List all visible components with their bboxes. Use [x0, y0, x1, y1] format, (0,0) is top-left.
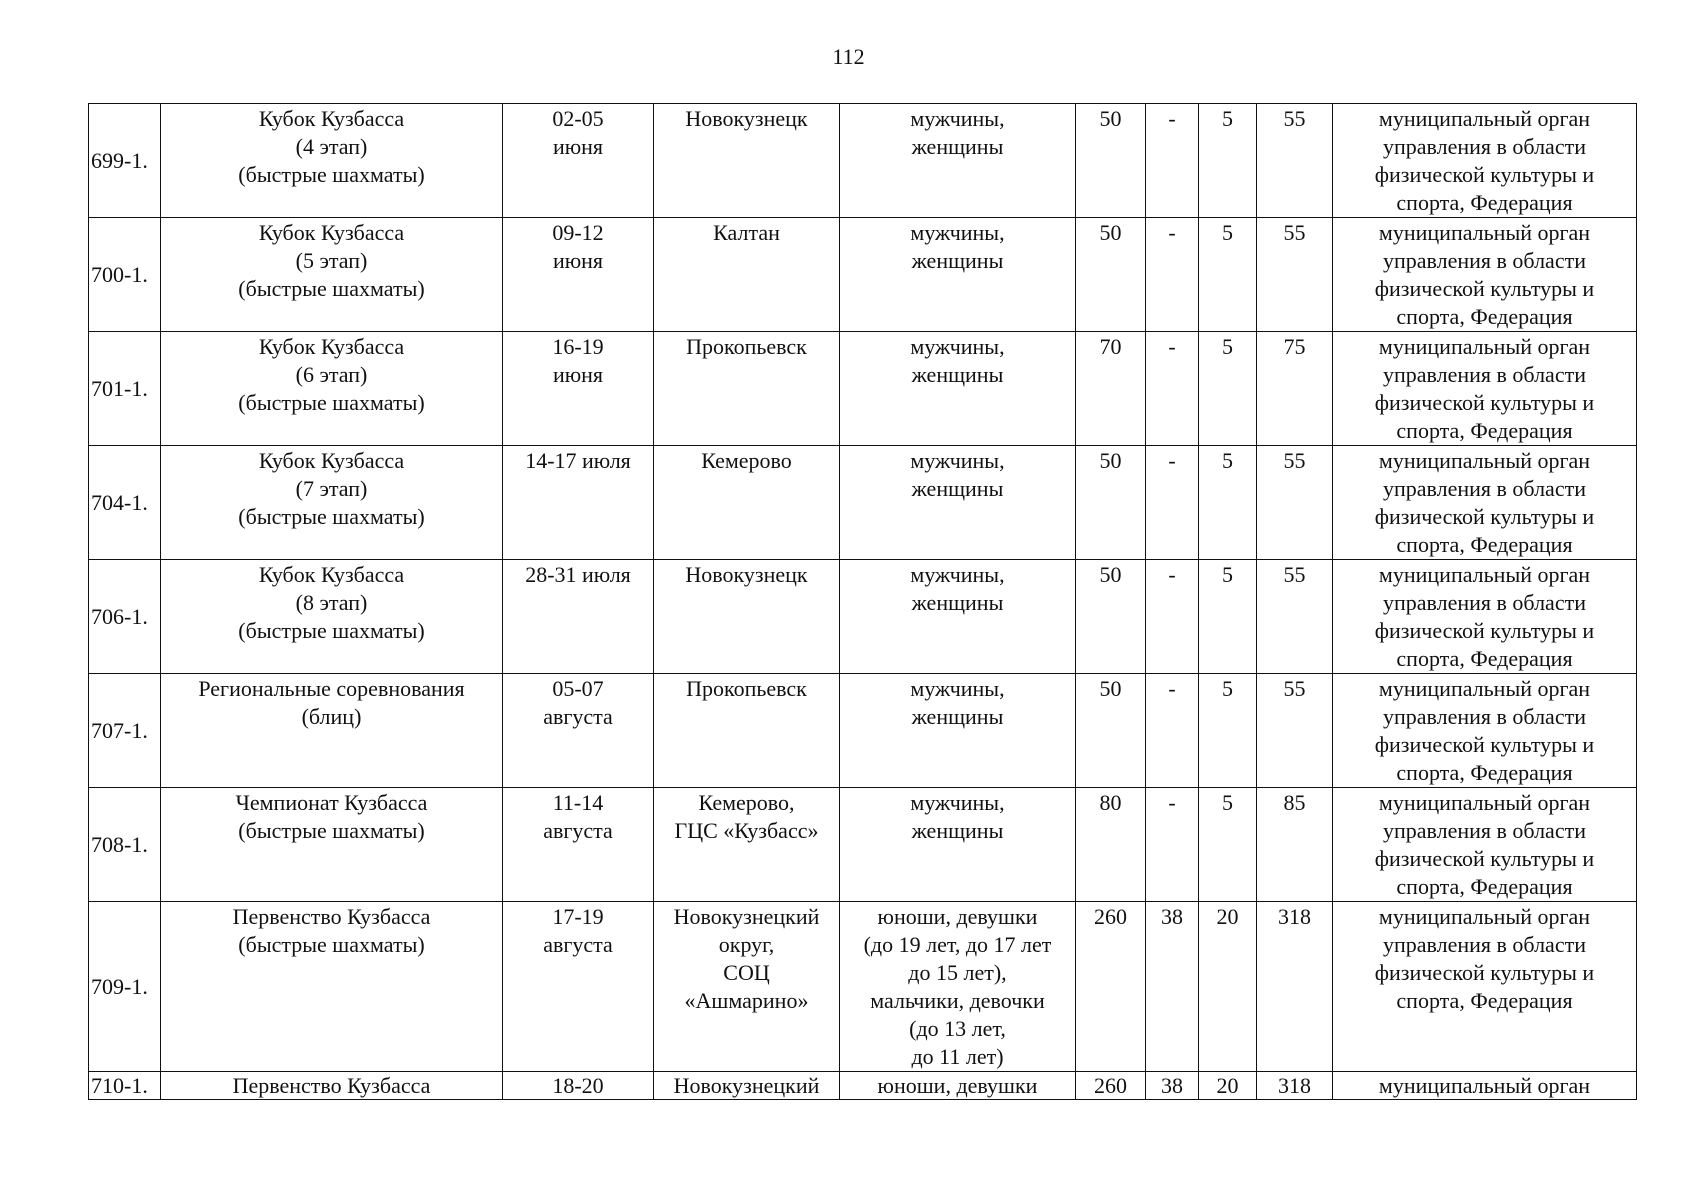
event-name: Чемпионат Кузбасса (быстрые шахматы)	[161, 788, 503, 902]
event-place: Новокузнецк	[654, 560, 840, 674]
coaches-count: -	[1146, 218, 1199, 332]
event-name: Кубок Кузбасса (4 этап) (быстрые шахматы)	[161, 104, 503, 218]
coaches-count: 38	[1146, 1072, 1199, 1100]
event-dates: 17-19 августа	[503, 902, 654, 1072]
event-place: Кемерово	[654, 446, 840, 560]
coaches-count: -	[1146, 446, 1199, 560]
page-number: 112	[832, 44, 865, 69]
total-count: 55	[1257, 218, 1333, 332]
judges-count: 20	[1199, 902, 1257, 1072]
event-participants: мужчины, женщины	[840, 788, 1076, 902]
table-row	[89, 104, 1637, 218]
total-count: 55	[1257, 674, 1333, 788]
event-name: Кубок Кузбасса (7 этап) (быстрые шахматы)	[161, 446, 503, 560]
athletes-count: 50	[1076, 560, 1146, 674]
athletes-count: 50	[1076, 446, 1146, 560]
event-dates: 11-14 августа	[503, 788, 654, 902]
event-name: Первенство Кузбасса (быстрые шахматы)	[161, 902, 503, 1072]
event-dates: 16-19 июня	[503, 332, 654, 446]
event-place: Новокузнецкий	[654, 1072, 840, 1100]
event-organizer: муниципальный орган управления в области физической культуры и спорта, Федерация	[1333, 332, 1637, 446]
athletes-count: 260	[1076, 1072, 1146, 1100]
table-row	[89, 674, 1637, 788]
total-count: 318	[1257, 902, 1333, 1072]
event-name: Первенство Кузбасса	[161, 1072, 503, 1100]
coaches-count: 38	[1146, 902, 1199, 1072]
athletes-count: 50	[1076, 674, 1146, 788]
event-participants: мужчины, женщины	[840, 218, 1076, 332]
event-organizer: муниципальный орган управления в области физической культуры и спорта, Федерация	[1333, 104, 1637, 218]
coaches-count: -	[1146, 104, 1199, 218]
event-number: 700-1.	[89, 218, 161, 332]
event-name: Кубок Кузбасса (8 этап) (быстрые шахматы)	[161, 560, 503, 674]
table-row	[89, 1072, 1637, 1100]
event-place: Новокузнецк	[654, 104, 840, 218]
event-name: Кубок Кузбасса (6 этап) (быстрые шахматы)	[161, 332, 503, 446]
coaches-count: -	[1146, 560, 1199, 674]
table-row	[89, 332, 1637, 446]
event-number: 709-1.	[89, 902, 161, 1072]
event-organizer: муниципальный орган управления в области физической культуры и спорта, Федерация	[1333, 560, 1637, 674]
event-place: Прокопьевск	[654, 674, 840, 788]
event-participants: мужчины, женщины	[840, 104, 1076, 218]
judges-count: 5	[1199, 218, 1257, 332]
event-dates: 14-17 июля	[503, 446, 654, 560]
events-table	[88, 103, 1637, 1100]
total-count: 55	[1257, 446, 1333, 560]
event-place: Новокузнецкий округ, СОЦ «Ашмарино»	[654, 902, 840, 1072]
judges-count: 5	[1199, 560, 1257, 674]
event-number: 707-1.	[89, 674, 161, 788]
event-name: Кубок Кузбасса (5 этап) (быстрые шахматы)	[161, 218, 503, 332]
athletes-count: 50	[1076, 104, 1146, 218]
event-participants: юноши, девушки (до 19 лет, до 17 лет до 15 лет), мальчики, девочки (до 13 лет, до 11 лет)	[840, 902, 1076, 1072]
athletes-count: 80	[1076, 788, 1146, 902]
table-row	[89, 560, 1637, 674]
event-place: Кемерово, ГЦС «Кузбасс»	[654, 788, 840, 902]
table-row	[89, 902, 1637, 1072]
event-participants: мужчины, женщины	[840, 446, 1076, 560]
judges-count: 5	[1199, 104, 1257, 218]
table-row	[89, 446, 1637, 560]
event-place: Калтан	[654, 218, 840, 332]
judges-count: 20	[1199, 1072, 1257, 1100]
event-number: 704-1.	[89, 446, 161, 560]
event-number: 701-1.	[89, 332, 161, 446]
total-count: 55	[1257, 104, 1333, 218]
table-row	[89, 218, 1637, 332]
event-name: Региональные соревнования (блиц)	[161, 674, 503, 788]
event-number: 706-1.	[89, 560, 161, 674]
judges-count: 5	[1199, 446, 1257, 560]
event-participants: юноши, девушки	[840, 1072, 1076, 1100]
event-dates: 05-07 августа	[503, 674, 654, 788]
event-participants: мужчины, женщины	[840, 674, 1076, 788]
athletes-count: 50	[1076, 218, 1146, 332]
event-dates: 09-12 июня	[503, 218, 654, 332]
coaches-count: -	[1146, 788, 1199, 902]
judges-count: 5	[1199, 788, 1257, 902]
event-participants: мужчины, женщины	[840, 332, 1076, 446]
event-dates: 28-31 июля	[503, 560, 654, 674]
event-participants: мужчины, женщины	[840, 560, 1076, 674]
event-place: Прокопьевск	[654, 332, 840, 446]
event-dates: 18-20	[503, 1072, 654, 1100]
event-number: 708-1.	[89, 788, 161, 902]
total-count: 85	[1257, 788, 1333, 902]
table-row	[89, 788, 1637, 902]
event-number: 699-1.	[89, 104, 161, 218]
event-organizer: муниципальный орган управления в области физической культуры и спорта, Федерация	[1333, 446, 1637, 560]
coaches-count: -	[1146, 674, 1199, 788]
judges-count: 5	[1199, 674, 1257, 788]
coaches-count: -	[1146, 332, 1199, 446]
event-organizer: муниципальный орган	[1333, 1072, 1637, 1100]
event-organizer: муниципальный орган управления в области физической культуры и спорта, Федерация	[1333, 674, 1637, 788]
event-organizer: муниципальный орган управления в области физической культуры и спорта, Федерация	[1333, 902, 1637, 1072]
total-count: 318	[1257, 1072, 1333, 1100]
event-organizer: муниципальный орган управления в области физической культуры и спорта, Федерация	[1333, 218, 1637, 332]
event-number: 710-1.	[89, 1072, 161, 1100]
total-count: 75	[1257, 332, 1333, 446]
event-organizer: муниципальный орган управления в области физической культуры и спорта, Федерация	[1333, 788, 1637, 902]
athletes-count: 260	[1076, 902, 1146, 1072]
judges-count: 5	[1199, 332, 1257, 446]
athletes-count: 70	[1076, 332, 1146, 446]
event-dates: 02-05 июня	[503, 104, 654, 218]
total-count: 55	[1257, 560, 1333, 674]
